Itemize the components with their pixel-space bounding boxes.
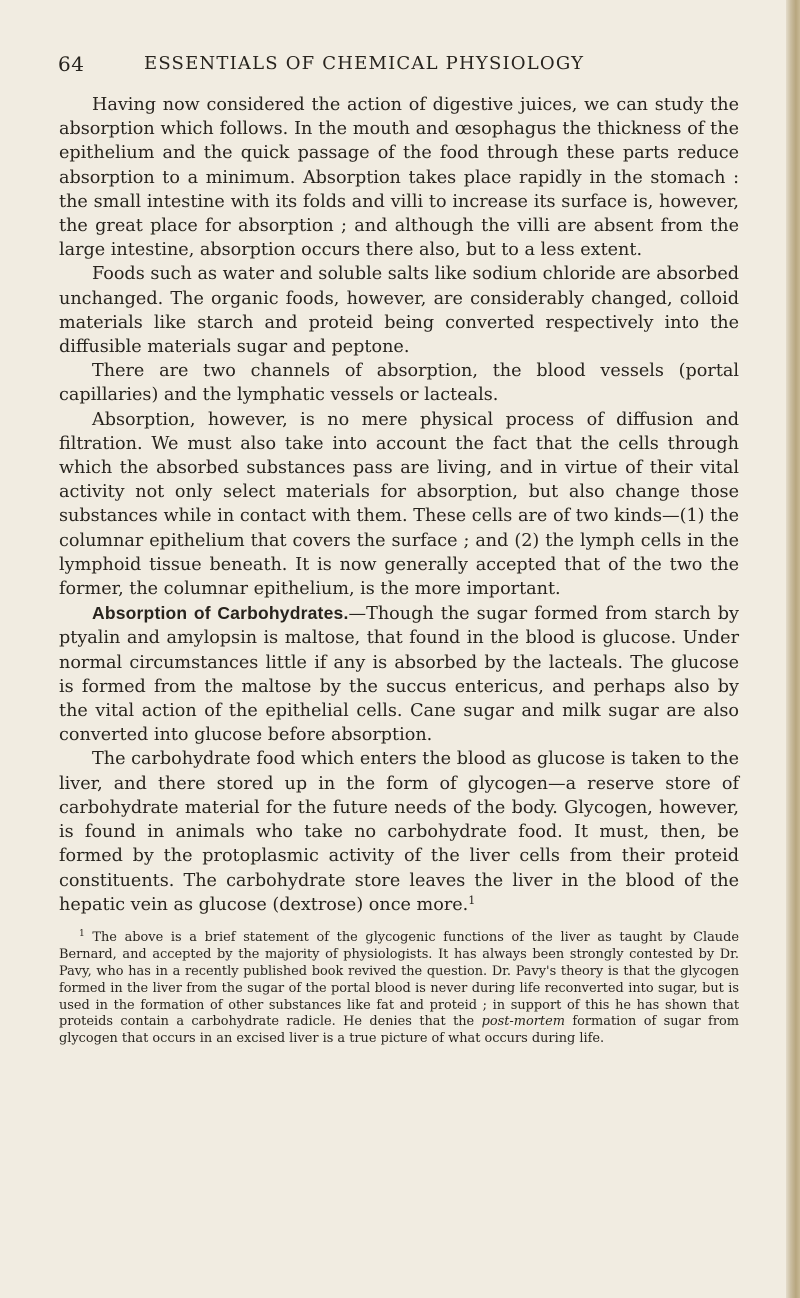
carbohydrates-text: —Though the sugar formed from starch by ptyalin and amylopsin is maltose, that found in the blood is glucose. Under normal circumstances little if any is absorbed by the lacteals. The glucose is formed from the maltose by the succus entericus, and perhaps also by the vital action of the epithelial cells. Cane sugar and milk sugar are also converted into glucose before absorption. (59, 604, 739, 746)
footnote-italic: post-mortem (481, 1014, 565, 1030)
paragraph-physical-process: Absorption, however, is no mere physical process of diffusion and filtration. We must also take into account the fact that the cells through which the absorbed substances pass are living, and in virtue of their vital activity not only select materials for absorption, but also change those substances while in contact with them. These cells are of two kinds—(1) the columnar epithelium that covers the surface ; and (2) the lymph cells in the lymphoid tissue beneath. It is now generally accepted that of the two the former, the columnar epithelium, is the more important. (59, 409, 739, 600)
footnote-marker: 1 (79, 928, 85, 939)
paragraph-channels: There are two channels of absorption, the blood vessels (portal capillaries) and the lymphatic vessels or lacteals. (59, 361, 739, 406)
footnote-reference: 1 (468, 893, 476, 907)
footnote-text (59, 926, 739, 1048)
body-text (59, 93, 739, 1048)
footnote-text-part-1: The above is a brief statement of the glycogenic functions of the liver as taught by Claude Bernard, and accepted by the majority of physiologists. It has always been strongly contested by Dr. Pavy, who has in a recently published book revived the question. Dr. Pavy's theory is that the glycogen formed in the liver from the sugar of the portal blood is never during life reconverted into sugar, but is used in the formation of other substances like fat and proteid ; in support of this he has shown that proteids contain a carbohydrate radicle. He denies that the (59, 929, 739, 1030)
running-head: ESSENTIALS OF CHEMICAL PHYSIOLOGY (144, 53, 585, 74)
paragraph-foods: Foods such as water and soluble salts like sodium chloride are absorbed unchanged. The organic foods, however, are considerably changed, colloid materials like starch and proteid being converted respectively into the diffusible materials sugar and peptone. (59, 264, 739, 358)
footnote-text-part-2: formation of sugar from glycogen that occurs in an excised liver is a true picture of what occurs during life. (59, 1014, 739, 1047)
paragraph-carbohydrates (59, 601, 739, 747)
paragraph-absorption-intro: Having now considered the action of digestive juices, we can study the absorption which follows. In the mouth and œsophagus the thickness of the epithelium and the quick passage of the food through these parts reduce absorption to a minimum. Absorption takes place rapidly in the stomach : the small intestine with its folds and villi to increase its surface is, however, the great place for absorption ; and although the villi are absent from the large intestine, absorption occurs there also, but to a less extent. (59, 95, 739, 261)
page-number: 64 (58, 52, 85, 76)
page-edge (786, 0, 800, 1298)
footnote (59, 926, 739, 1048)
page-header (58, 52, 738, 80)
paragraph-glycogen (59, 747, 739, 916)
section-heading: Absorption of Carbohydrates. (92, 603, 349, 624)
glycogen-text: The carbohydrate food which enters the blood as glucose is taken to the liver, and there stored up in the form of glycogen—a reserve store of carbohydrate material for the future needs of the body. Glycogen, however, is found in animals who take no carbohydrate food. It must, then, be formed by the protoplasmic activity of the liver cells from their proteid constituents. The carbohydrate store leaves the liver in the blood of the hepatic vein as glucose (dextrose) once more. (59, 749, 739, 915)
